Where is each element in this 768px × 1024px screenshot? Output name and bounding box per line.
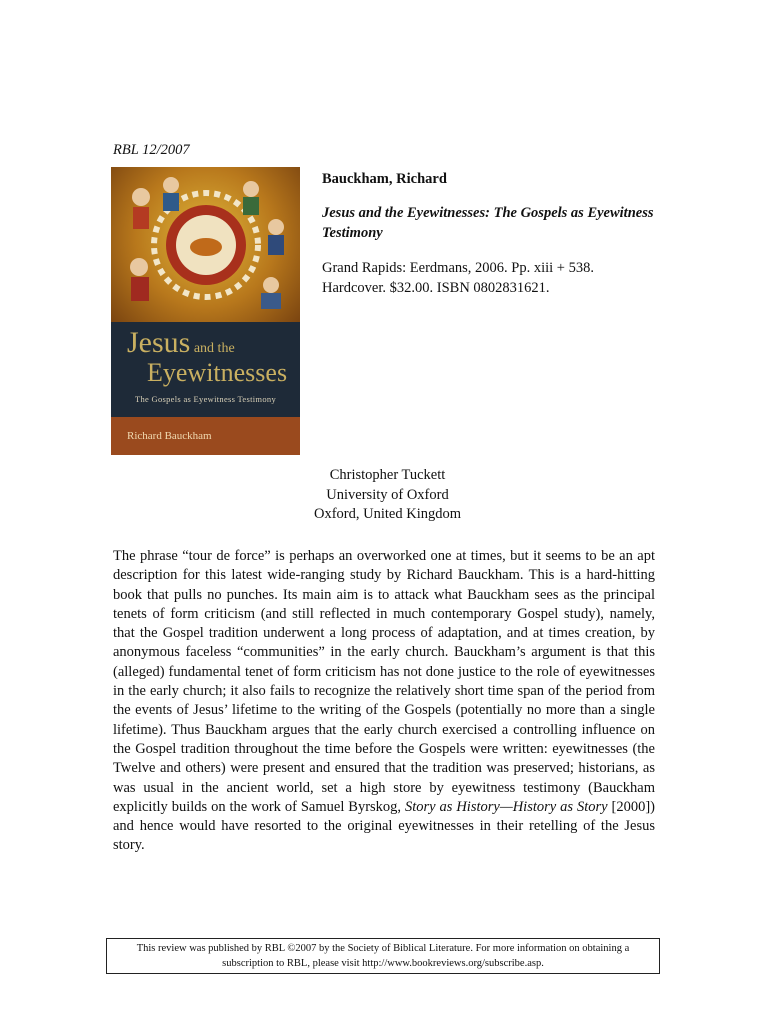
book-cover-image xyxy=(111,167,300,455)
review-body xyxy=(113,547,655,856)
cover-author-band xyxy=(111,417,300,455)
cited-work-title: Story as History—History as Story xyxy=(404,798,608,815)
copyright-notice-box xyxy=(106,938,660,974)
book-title: Jesus and the Eyewitnesses: The Gospels as Eyewitness Testimony xyxy=(322,205,654,241)
cover-title-jesus: Jesus xyxy=(127,326,191,359)
review-text-part-1: The phrase “tour de force” is perhaps an overworked one at times, but it seems to be an apt description for this latest wide-ranging study by Richard Bauckham. This is a hard-hitting book that pulls no punches. Its main aim is to attack what Bauckham sees as the principal tenets of form criticism (and still reflected in much contemporary Gospel study), namely, that the Gospel tradition underwent a long process of adaptation, and at times creation, by anonymous faceless “communities” in the early church. Bauckham’s argument is that this (alleged) fundamental tenet of form criticism has not done justice to the role of eyewitnesses in the early church; it also fails to recognize the relatively short time span of the period from the events of Jesus’ lifetime to the writing of the Gospels (potentially no more than a single lifetime). Thus Bauckham argues that the early church exercised a controlling influence on the Gospel tradition throughout the time before the Gospels were written: eyewitnesses (the Twelve and others) were present and ensured that the tradition was preserved; historians, as was usual in the ancient world, set a high store by eyewitness testimony (Bauckham explicitly builds on the work of Samuel Byrskog, xyxy=(113,548,655,815)
reviewer-name: Christopher Tuckett xyxy=(329,467,446,483)
reviewer-block xyxy=(0,466,768,525)
cover-artwork xyxy=(111,167,300,322)
reviewer-institution: University of Oxford xyxy=(326,486,449,503)
cover-title-eyewitnesses: Eyewitnesses xyxy=(147,358,288,387)
cover-author-name: Richard Bauckham xyxy=(127,430,212,442)
publication-line-2: Hardcover. $32.00. ISBN 0802831621. xyxy=(322,280,550,296)
icon-mosaic-illustration xyxy=(111,167,300,322)
book-author: Bauckham, Richard xyxy=(322,171,447,187)
issue-label: RBL 12/2007 xyxy=(113,142,190,158)
reviewer-location: Oxford, United Kingdom xyxy=(314,506,461,522)
cover-subtitle: The Gospels as Eyewitness Testimony xyxy=(134,394,276,404)
cover-title-band xyxy=(111,322,300,417)
cover-title-and-the: and the xyxy=(190,341,235,356)
publication-line-1: Grand Rapids: Eerdmans, 2006. Pp. xiii + 538. xyxy=(322,260,594,276)
review-text-part-2: [2000]) and hence would have resorted to the original eyewitnesses in their retelling of the Jesus story. xyxy=(113,798,655,854)
copyright-line-1: This review was published by RBL ©2007 by the Society of Biblical Literature. For more information on obtaining a xyxy=(136,943,630,954)
publication-details xyxy=(322,258,662,298)
copyright-line-2: subscription to RBL, please visit http://www.bookreviews.org/subscribe.asp. xyxy=(222,958,544,969)
